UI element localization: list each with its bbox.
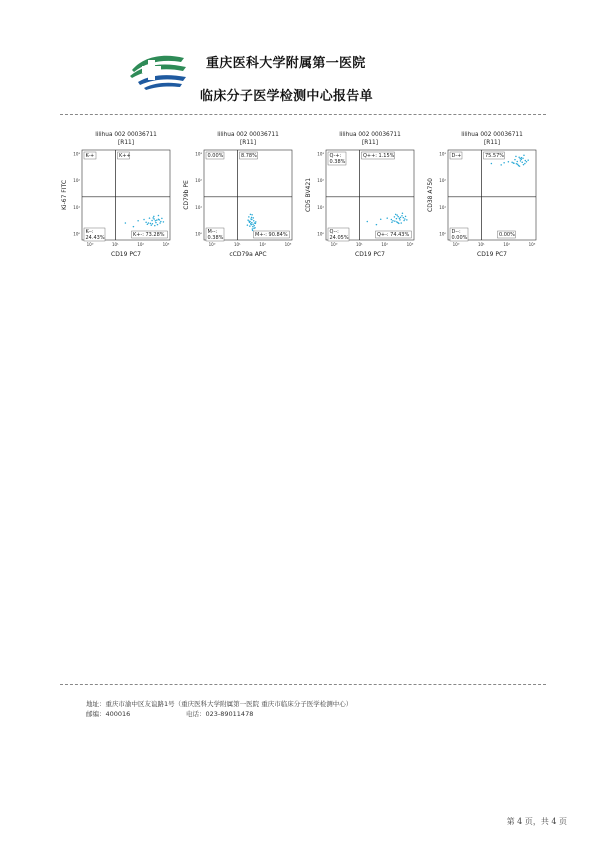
data-point (163, 221, 165, 223)
flow-plot-cd79b-ccd79a (180, 128, 300, 268)
data-point (397, 216, 399, 218)
hospital-name: 重庆医科大学附属第一医院 (206, 56, 366, 71)
data-point (156, 219, 158, 221)
data-point (400, 217, 402, 219)
x-tick-label: 10² (137, 242, 145, 247)
data-point (155, 220, 157, 222)
data-point (521, 161, 523, 163)
y-tick-label: 10⁰ (439, 231, 446, 237)
x-tick-label: 10³ (406, 242, 414, 247)
data-point (525, 160, 527, 162)
data-point (153, 218, 155, 220)
quadrant-label-bottom-right: K+-: 73.28% (132, 232, 165, 238)
y-axis-label: CD38 A750 (427, 178, 434, 212)
chart-gate-label: [R11] (484, 140, 500, 146)
data-point (252, 223, 254, 225)
data-point (521, 157, 523, 159)
x-axis-label: CD19 PC7 (355, 251, 385, 258)
data-point (523, 155, 525, 157)
data-point (252, 226, 254, 228)
data-point (406, 219, 408, 221)
data-point (149, 217, 151, 219)
scatter-chart (302, 128, 422, 268)
x-tick-label: 10⁰ (452, 242, 460, 247)
footer-divider (60, 684, 546, 685)
quadrant-label-bottom-left: D--: (451, 229, 461, 235)
data-point (522, 157, 524, 159)
flow-plot-ki67-cd19 (58, 128, 178, 268)
y-axis-label: CD79b PE (183, 180, 190, 210)
data-point (520, 160, 522, 162)
chart-title: lilihua 002 00036711 (461, 132, 523, 138)
x-tick-label: 10² (259, 242, 267, 247)
x-tick-label: 10³ (284, 242, 292, 247)
data-point (391, 221, 393, 223)
quadrant-label-bottom-right: Q+-: 74.43% (376, 232, 410, 238)
flow-plot-cd38-cd19 (424, 128, 544, 268)
y-tick-label: 10² (317, 178, 324, 184)
x-axis-label: cCD79a APC (229, 251, 267, 258)
y-tick-label: 10⁰ (73, 231, 80, 237)
data-point (524, 163, 526, 165)
data-point (519, 158, 521, 160)
data-point (405, 216, 407, 218)
data-point (394, 216, 396, 218)
data-point (526, 161, 528, 163)
flow-plot-cd5-cd19 (302, 128, 422, 268)
y-tick-label: 10¹ (317, 204, 324, 210)
y-tick-label: 10¹ (73, 204, 80, 210)
x-axis-label: CD19 PC7 (477, 251, 507, 258)
data-point (145, 221, 147, 223)
data-point (500, 164, 502, 166)
y-tick-label: 10¹ (195, 204, 202, 210)
data-point (150, 223, 152, 225)
hospital-logo (128, 50, 188, 90)
x-tick-label: 10⁰ (86, 242, 94, 247)
data-point (516, 163, 518, 165)
data-point (154, 225, 156, 227)
data-point (392, 220, 394, 222)
data-point (143, 219, 145, 221)
y-tick-label: 10² (439, 178, 446, 184)
data-point (518, 157, 520, 159)
quadrant-label-top-right: Q++: 1.15% (362, 153, 395, 159)
y-tick-label: 10⁰ (195, 231, 202, 237)
x-tick-label: 10³ (162, 242, 170, 247)
data-point (514, 159, 516, 161)
data-point (386, 217, 388, 219)
data-point (251, 224, 253, 226)
data-point (395, 214, 397, 216)
page-number: 第 4 页，共 4 页 (506, 817, 567, 826)
footer-zip: 邮编：400016 (86, 710, 131, 718)
scatter-chart (180, 128, 300, 268)
quadrant-label-top-left: Q-+: (329, 153, 342, 159)
data-point (133, 226, 135, 228)
data-point (253, 220, 255, 222)
data-point (404, 218, 406, 220)
quadrant-label-bottom-left: M--: (207, 229, 218, 235)
data-point (503, 162, 505, 164)
data-point (159, 219, 161, 221)
quadrant-label-bottom-left: 0.38% (207, 235, 224, 241)
data-point (367, 221, 369, 223)
data-point (403, 217, 405, 219)
data-point (253, 228, 255, 230)
y-tick-label: 10² (73, 178, 80, 184)
data-point (517, 161, 519, 163)
y-tick-label: 10² (195, 178, 202, 184)
quadrant-label-top-left: D-+ (451, 153, 462, 159)
data-point (399, 219, 401, 221)
data-point (157, 224, 159, 226)
quadrant-label-bottom-left: 24.43% (85, 235, 105, 241)
data-point (255, 221, 257, 223)
plot-frame (204, 150, 292, 240)
data-point (251, 222, 253, 224)
data-point (250, 214, 252, 216)
data-point (158, 215, 160, 217)
y-tick-label: 10³ (439, 151, 446, 157)
chart-title: lilihua 002 00036711 (95, 132, 157, 138)
x-tick-label: 10² (503, 242, 511, 247)
x-tick-label: 10¹ (111, 242, 119, 247)
data-point (527, 159, 529, 161)
data-point (152, 223, 154, 225)
x-tick-label: 10⁰ (208, 242, 216, 247)
quadrant-label-bottom-left: Q--: (329, 229, 339, 235)
data-point (396, 218, 398, 220)
footer-phone: 电话：023-89011478 (186, 710, 254, 718)
scatter-chart (58, 128, 178, 268)
x-tick-label: 10¹ (233, 242, 241, 247)
x-tick-label: 10⁰ (330, 242, 338, 247)
scatter-chart (424, 128, 544, 268)
data-point (248, 220, 250, 222)
data-point (160, 221, 162, 223)
x-tick-label: 10³ (528, 242, 536, 247)
x-axis-label: CD19 PC7 (111, 251, 141, 258)
data-point (155, 222, 157, 224)
chart-gate-label: [R11] (118, 140, 134, 146)
data-point (515, 156, 517, 158)
data-point (376, 224, 378, 226)
data-point (401, 222, 403, 224)
data-point (391, 219, 393, 221)
data-point (398, 223, 400, 225)
y-tick-label: 10¹ (439, 204, 446, 210)
data-point (251, 214, 253, 216)
data-point (151, 220, 153, 222)
data-point (403, 220, 405, 222)
data-point (513, 162, 515, 164)
quadrant-label-top-right: 75.57% (484, 153, 505, 159)
quadrant-label-top-right: K++ (118, 153, 131, 159)
data-point (159, 222, 161, 224)
x-tick-label: 10² (381, 242, 389, 247)
data-point (137, 220, 139, 222)
y-tick-label: 10⁰ (317, 231, 324, 237)
data-point (394, 220, 396, 222)
data-point (399, 218, 401, 220)
data-point (252, 230, 254, 232)
data-point (253, 225, 255, 227)
data-point (396, 214, 398, 216)
y-tick-label: 10³ (73, 151, 80, 157)
data-point (402, 212, 404, 214)
y-tick-label: 10³ (317, 151, 324, 157)
quadrant-label-bottom-left: 24.05% (329, 235, 349, 241)
data-point (253, 217, 255, 219)
data-point (125, 222, 127, 224)
data-point (161, 218, 163, 220)
chart-gate-label: [R11] (240, 140, 256, 146)
data-point (508, 161, 510, 163)
data-point (147, 223, 149, 225)
x-tick-label: 10¹ (477, 242, 485, 247)
report-title: 临床分子医学检测中心报告单 (200, 89, 373, 104)
quadrant-label-top-left: 0.38% (329, 159, 346, 165)
y-axis-label: CD5 BV421 (305, 177, 312, 213)
data-point (519, 165, 521, 167)
data-point (249, 225, 251, 227)
data-point (250, 218, 252, 220)
chart-gate-label: [R11] (362, 140, 378, 146)
quadrant-label-bottom-left: K--: (85, 229, 94, 235)
data-point (523, 164, 525, 166)
plot-frame (82, 150, 170, 240)
quadrant-label-bottom-left: 0.00% (451, 235, 468, 241)
quadrant-label-bottom-right: 0.00% (498, 232, 515, 238)
footer-address: 地址：重庆市渝中区友谊路1号（重庆医科大学附属第一医院 重庆市临床分子医学检测中心） (86, 700, 353, 708)
data-point (401, 215, 403, 217)
data-point (248, 216, 250, 218)
y-axis-label: Ki-67 FITC (61, 179, 68, 211)
chart-title: lilihua 002 00036711 (217, 132, 279, 138)
header-divider (60, 114, 546, 115)
quadrant-label-top-left: K-+ (85, 153, 95, 159)
quadrant-label-top-left: 0.00% (207, 153, 224, 159)
data-point (255, 223, 257, 225)
data-point (148, 222, 150, 224)
chart-title: lilihua 002 00036711 (339, 132, 401, 138)
data-point (247, 224, 249, 226)
data-point (153, 216, 155, 218)
data-point (380, 219, 382, 221)
data-point (251, 217, 253, 219)
x-tick-label: 10¹ (355, 242, 363, 247)
data-point (252, 228, 254, 230)
data-point (491, 163, 493, 165)
quadrant-label-bottom-right: M+-: 90.84% (254, 232, 288, 238)
data-point (151, 224, 153, 226)
quadrant-label-top-right: 8.78% (240, 153, 257, 159)
y-tick-label: 10³ (195, 151, 202, 157)
